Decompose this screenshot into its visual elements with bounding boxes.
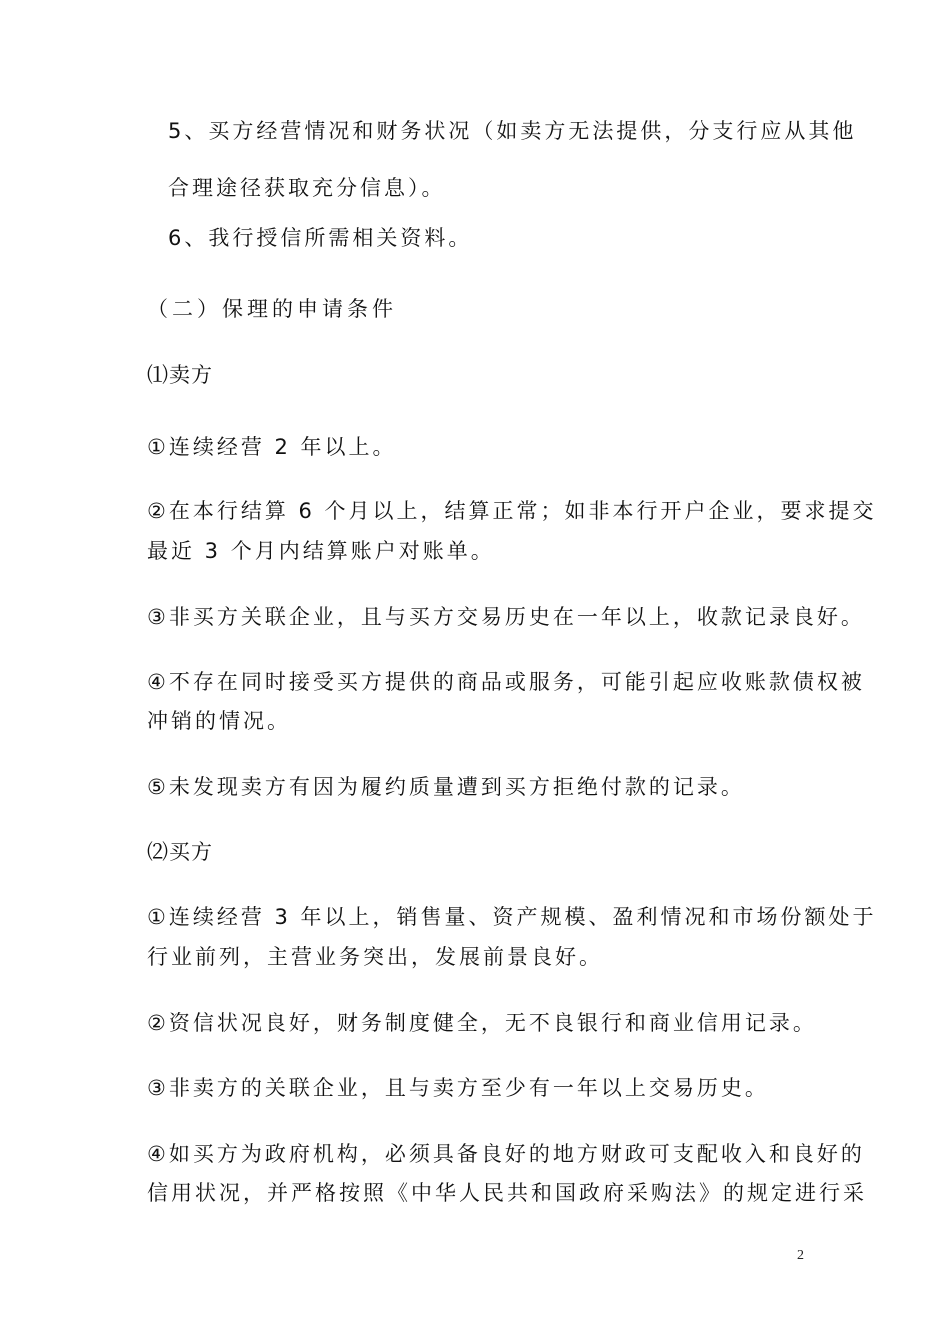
seller-condition-1: ①连续经营 2 年以上。 — [147, 435, 397, 459]
seller-condition-2-line-1: ②在本行结算 6 个月以上，结算正常；如非本行开户企业，要求提交 — [147, 499, 877, 523]
buyer-condition-2: ②资信状况良好，财务制度健全，无不良银行和商业信用记录。 — [147, 1011, 817, 1035]
seller-condition-5: ⑤未发现卖方有因为履约质量遭到买方拒绝付款的记录。 — [147, 775, 745, 799]
paragraph-item-5-line-1: 5、买方经营情况和财务状况（如卖方无法提供，分支行应从其他 — [168, 119, 857, 143]
buyer-condition-3: ③非卖方的关联企业，且与卖方至少有一年以上交易历史。 — [147, 1076, 769, 1100]
buyer-condition-1-line-2: 行业前列，主营业务突出，发展前景良好。 — [147, 945, 603, 969]
buyer-condition-4-line-2: 信用状况，并严格按照《中华人民共和国政府采购法》的规定进行采 — [147, 1181, 867, 1205]
buyer-condition-1-line-1: ①连续经营 3 年以上，销售量、资产规模、盈利情况和市场份额处于 — [147, 905, 877, 929]
seller-condition-4-line-1: ④不存在同时接受买方提供的商品或服务，可能引起应收账款债权被 — [147, 670, 865, 694]
seller-condition-2-line-2: 最近 3 个月内结算账户对账单。 — [147, 539, 495, 563]
paragraph-item-6: 6、我行授信所需相关资料。 — [168, 226, 473, 250]
seller-condition-4-line-2: 冲销的情况。 — [147, 709, 291, 733]
seller-condition-3: ③非买方关联企业，且与买方交易历史在一年以上，收款记录良好。 — [147, 605, 865, 629]
subsection-buyer: ⑵买方 — [147, 840, 213, 864]
paragraph-item-5-line-2: 合理途径获取充分信息）。 — [168, 176, 446, 200]
subsection-seller: ⑴卖方 — [147, 363, 213, 387]
page-number: 2 — [797, 1248, 804, 1263]
section-heading: （二）保理的申请条件 — [147, 297, 397, 321]
buyer-condition-4-line-1: ④如买方为政府机构，必须具备良好的地方财政可支配收入和良好的 — [147, 1142, 865, 1166]
